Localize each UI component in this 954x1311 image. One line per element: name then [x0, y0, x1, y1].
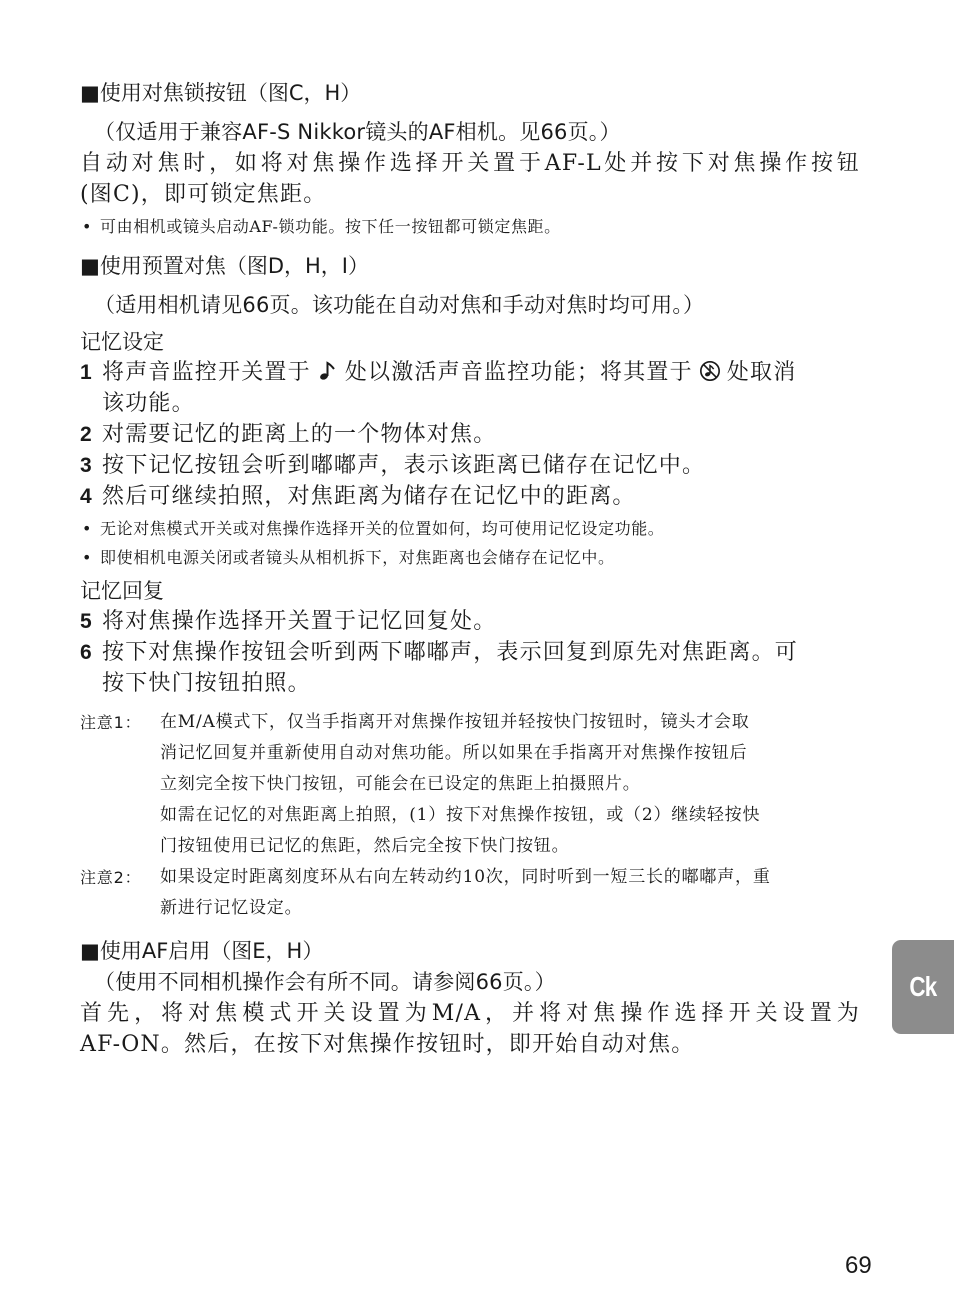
step-text: 将声音监控开关置于: [102, 360, 311, 385]
bullet-item: [80, 214, 860, 239]
sound-off-icon: [699, 360, 721, 382]
note-1: [80, 707, 860, 862]
note-text-line: 门按钮使用已记忆的焦距，然后完全按下快门按钮。: [160, 836, 570, 856]
step-6: [80, 637, 860, 668]
language-tab-label: Ck: [909, 971, 937, 1002]
body-text-line: AF-ON。然后，在按下对焦操作按钮时，即开始自动对焦。: [80, 1032, 695, 1057]
bullet-dot-icon: •: [82, 519, 93, 538]
step-number: 2: [80, 423, 93, 446]
note-text-line: 消记忆回复并重新使用自动对焦功能。所以如果在手指离开对焦操作按钮后: [160, 743, 748, 763]
step-5: [80, 606, 860, 637]
step-number: 6: [80, 641, 93, 664]
bullet-item: [80, 545, 860, 570]
step-number: 1: [80, 361, 93, 384]
music-note-icon: [317, 360, 339, 382]
memory-recall-heading: 记忆回复: [80, 579, 164, 603]
note-text-line: 在M/A模式下，仅当手指离开对焦操作按钮并轻按快门按钮时，镜头才会取: [160, 712, 750, 732]
bullet-item: [80, 516, 860, 541]
body-text-line: 自动对焦时，如将对焦操作选择开关置于AF-L处并按下对焦操作按钮: [80, 151, 860, 176]
step-3: [80, 450, 860, 481]
step-number: 3: [80, 454, 93, 477]
step-text: 处以激活声音监控功能；将其置于: [344, 360, 693, 385]
note-text-line: 如需在记忆的对焦距离上拍照，(1）按下对焦操作按钮，或（2）继续轻按快: [160, 805, 761, 825]
step-6-continued: [80, 668, 860, 699]
step-text: 处取消: [726, 360, 797, 385]
language-tab: [892, 940, 954, 1034]
section-subheading-af-lock: （仅适用于兼容AF-S Nikkor镜头的AF相机。见66页。）: [94, 120, 621, 144]
note-2: [80, 862, 860, 924]
bullet-text: 可由相机或镜头启动AF-锁功能。按下任一按钮都可锁定焦距。: [100, 217, 561, 236]
note-label: 注意2：: [80, 868, 142, 887]
bullet-text: 即使相机电源关闭或者镜头从相机拆下，对焦距离也会储存在记忆中。: [100, 548, 615, 567]
bullet-dot-icon: •: [82, 217, 93, 236]
body-text-line: 首先，将对焦模式开关设置为M/A，并将对焦操作选择开关设置为: [80, 1001, 860, 1026]
note-text-line: 如果设定时距离刻度环从右向左转动约10次，同时听到一短三长的嘟嘟声，重: [160, 867, 771, 887]
section-heading-af-lock: ■使用对焦锁按钮（图C，H）: [80, 81, 362, 105]
step-text: 对需要记忆的距离上的一个物体对焦。: [102, 422, 497, 447]
note-text-line: 新进行记忆设定。: [160, 898, 303, 918]
section-subheading-preset-focus: （适用相机请见66页。该功能在自动对焦和手动对焦时均可用。）: [94, 293, 705, 317]
step-number: 5: [80, 610, 93, 633]
step-1: [80, 357, 860, 388]
step-text: 将对焦操作选择开关置于记忆回复处。: [102, 609, 497, 634]
step-4: [80, 481, 860, 512]
memory-set-heading: 记忆设定: [80, 330, 164, 354]
bullet-dot-icon: •: [82, 548, 93, 567]
note-label: 注意1：: [80, 713, 142, 732]
section-heading-af-on: ■使用AF启用（图E，H）: [80, 939, 324, 963]
step-2: [80, 419, 860, 450]
page-content: [80, 78, 860, 1060]
step-text: 然后可继续拍照，对焦距离为储存在记忆中的距离。: [102, 484, 636, 509]
step-number: 4: [80, 485, 93, 508]
body-text-line: (图C)，即可锁定焦距。: [80, 182, 327, 207]
page-number: 69: [845, 1252, 872, 1279]
step-text: 按下快门按钮拍照。: [102, 671, 311, 696]
step-1-continued: [80, 388, 860, 419]
section-heading-preset-focus: ■使用预置对焦（图D，H，I）: [80, 254, 369, 278]
step-text: 该功能。: [102, 391, 195, 416]
bullet-text: 无论对焦模式开关或对焦操作选择开关的位置如何，均可使用记忆设定功能。: [100, 519, 665, 538]
note-text-line: 立刻完全按下快门按钮，可能会在已设定的焦距上拍摄照片。: [160, 774, 641, 794]
step-text: 按下对焦操作按钮会听到两下嘟嘟声，表示回复到原先对焦距离。可: [102, 640, 799, 665]
step-text: 按下记忆按钮会听到嘟嘟声，表示该距离已储存在记忆中。: [102, 453, 706, 478]
section-subheading-af-on: （使用不同相机操作会有所不同。请参阅66页。）: [94, 970, 556, 994]
